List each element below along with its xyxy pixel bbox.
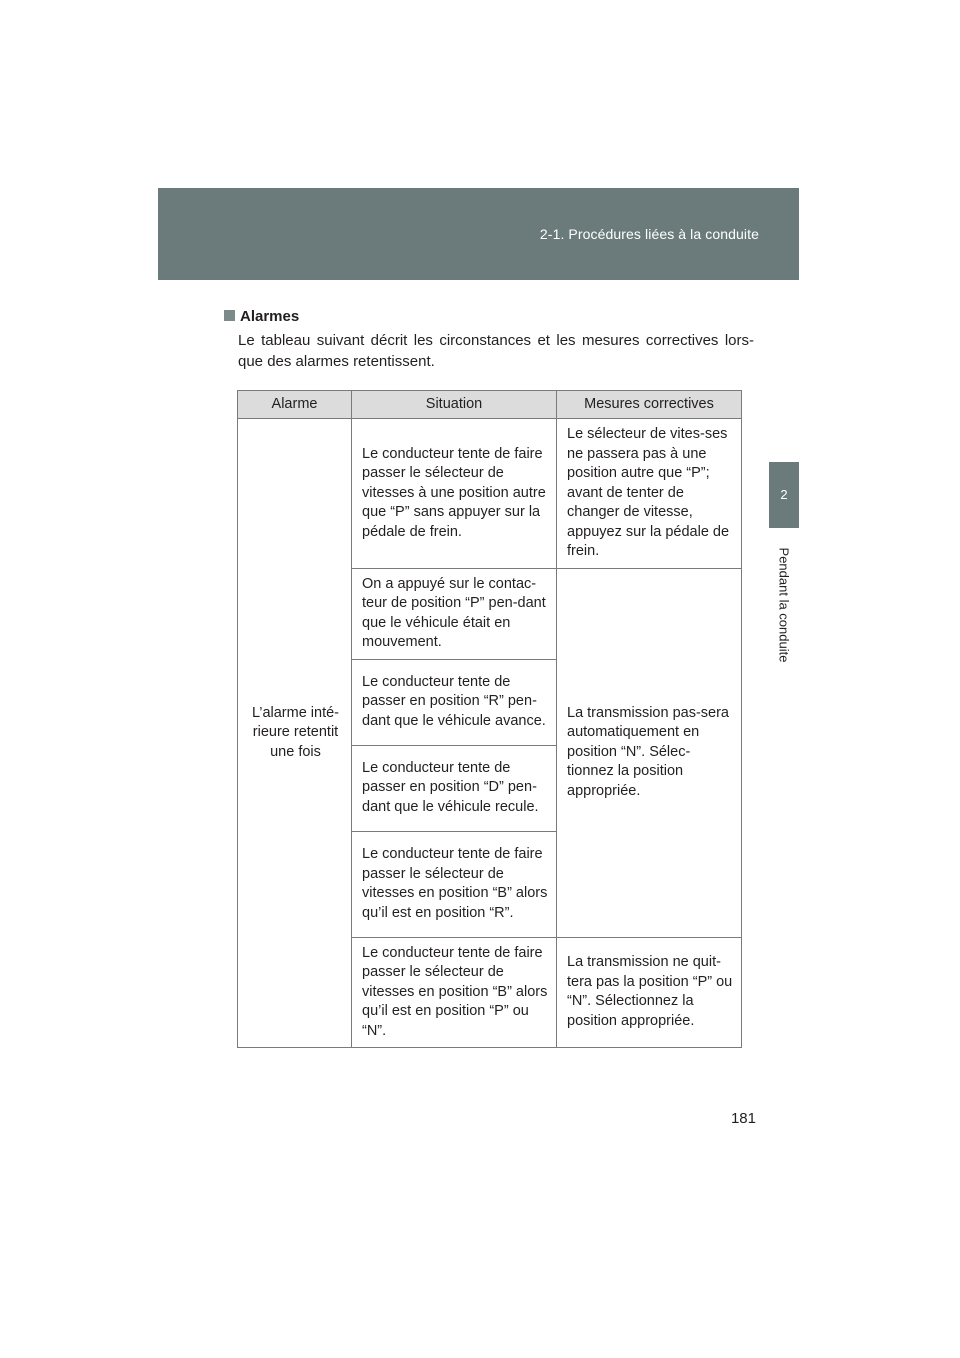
mesure-cell: La transmission pas-sera automatiquement en position “N”. Sélec-tionnez la position appropriée. [557,568,742,937]
chapter-label: Pendant la conduite [776,547,792,663]
chapter-number: 2 [780,487,788,502]
page-number: 181 [730,1110,756,1127]
section-title: 2-1. Procédures liées à la conduite [539,226,759,242]
column-header-situation: Situation [352,391,557,419]
column-header-alarme: Alarme [238,391,352,419]
situation-cell: Le conducteur tente de faire passer le sélecteur de vitesses en position “B” alors qu’il est en position “P” ou “N”. [352,937,557,1048]
mesure-cell: La transmission ne quit-tera pas la position “P” ou “N”. Sélectionnez la position appropriée. [557,937,742,1048]
square-bullet-icon [224,310,235,321]
situation-cell: Le conducteur tente de passer en position “R” pen-dant que le véhicule avance. [352,659,557,745]
column-header-mesures: Mesures correctives [557,391,742,419]
situation-cell: Le conducteur tente de faire passer le sélecteur de vitesses à une position autre que “P” sans appuyer sur la pédale de frein. [352,419,557,569]
chapter-header-band [158,188,799,280]
intro-paragraph: Le tableau suivant décrit les circonstances et les mesures correctives lors-que des alarmes retentissent. [238,332,754,370]
alarms-table [237,390,742,1048]
section-heading [224,308,299,325]
situation-cell: On a appuyé sur le contac-teur de position “P” pen-dant que le véhicule était en mouvement. [352,568,557,659]
section-heading-text: Alarmes [240,308,300,325]
chapter-tab [769,462,799,528]
situation-cell: Le conducteur tente de passer en position “D” pen-dant que le véhicule recule. [352,745,557,831]
situation-cell: Le conducteur tente de faire passer le sélecteur de vitesses en position “B” alors qu’il est en position “R”. [352,831,557,937]
alarm-cell: L’alarme inté-rieure retentit une fois [238,419,352,1048]
table-row [238,419,742,569]
chapter-side-label [756,540,812,670]
mesure-cell: Le sélecteur de vites-ses ne passera pas à une position autre que “P”; avant de tenter de changer de vitesse, appuyez sur la pédale de frein. [557,419,742,569]
table-header-row [238,391,742,419]
